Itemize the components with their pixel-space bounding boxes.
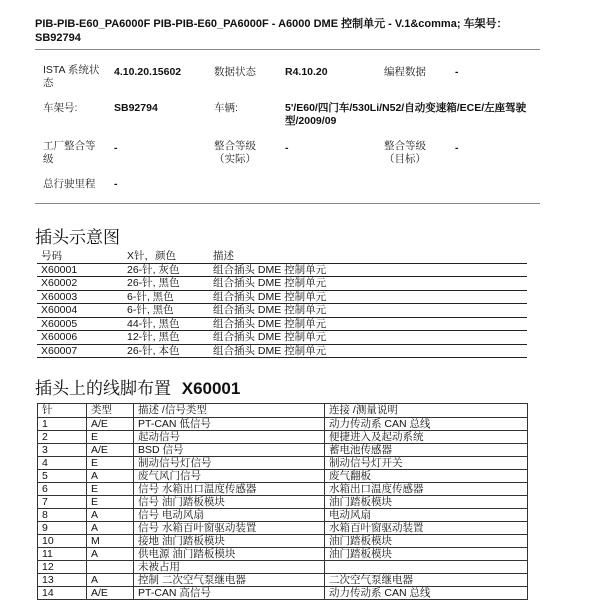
pin-row-cell: A/E <box>87 586 134 599</box>
pin-row <box>38 560 528 573</box>
pin-row-cell: 起动信号 <box>134 430 325 443</box>
actual-level-label: 整合等级（实际） <box>214 140 256 165</box>
pin-row-cell: 14 <box>38 586 87 599</box>
pin-row <box>38 482 528 495</box>
programming-data-label: 编程数据 <box>384 66 426 78</box>
connector-row-cell: 44-针, 黑色 <box>123 317 209 331</box>
pin-row <box>38 573 528 586</box>
pin-row-cell: 动力传动系 CAN 总线 <box>325 586 528 599</box>
pin-row-cell: 便捷进入及起动系统 <box>325 430 528 443</box>
col-type: 类型 <box>87 404 134 418</box>
connector-row-cell: 组合插头 DME 控制单元 <box>209 304 527 318</box>
pin-row <box>38 469 528 482</box>
pin-row <box>38 521 528 534</box>
pin-row-cell: E <box>87 430 134 443</box>
pin-row-cell: A/E <box>87 417 134 430</box>
connector-row-cell: X60002 <box>37 277 123 291</box>
pin-row-cell <box>325 560 528 573</box>
pin-row-cell: 12 <box>38 560 87 573</box>
pin-row-cell: 10 <box>38 534 87 547</box>
pin-row-cell: PT-CAN 低信号 <box>134 417 325 430</box>
pin-row <box>38 495 528 508</box>
connector-row-cell: 组合插头 DME 控制单元 <box>209 290 527 304</box>
vehicle-label: 车辆: <box>214 102 238 114</box>
connector-row-cell: 组合插头 DME 控制单元 <box>209 331 527 345</box>
connector-row <box>37 277 527 291</box>
pin-row-cell: 水箱百叶窗驱动装置 <box>325 521 528 534</box>
meta-divider <box>35 203 540 204</box>
pin-row-cell: 供电源 油门踏板模块 <box>134 547 325 560</box>
pin-row <box>38 534 528 547</box>
pin-row-cell: 接地 油门踏板模块 <box>134 534 325 547</box>
col-pin: 针 <box>38 404 87 418</box>
connector-row-cell: 12-针, 黑色 <box>123 331 209 345</box>
pin-row-cell: 信号 水箱出口温度传感器 <box>134 482 325 495</box>
connector-row-cell: 组合插头 DME 控制单元 <box>209 344 527 358</box>
pin-row-cell: 1 <box>38 417 87 430</box>
pin-row <box>38 430 528 443</box>
pin-row-cell: A <box>87 521 134 534</box>
pin-row-cell: 油门踏板模块 <box>325 534 528 547</box>
pin-row-cell: 废气翻板 <box>325 469 528 482</box>
pin-row <box>38 443 528 456</box>
title-divider <box>35 49 540 50</box>
pin-row-cell: 7 <box>38 495 87 508</box>
connector-row <box>37 344 527 358</box>
pin-row-cell: 信号 电动风扇 <box>134 508 325 521</box>
pin-header-row <box>38 404 528 418</box>
connector-row <box>37 317 527 331</box>
pin-row-cell: 废气风门信号 <box>134 469 325 482</box>
pin-row-cell: 13 <box>38 573 87 586</box>
pin-row-cell: A <box>87 573 134 586</box>
pin-row-cell: 信号 水箱百叶窗驱动装置 <box>134 521 325 534</box>
col-number: 号码 <box>37 250 123 263</box>
connector-row <box>37 304 527 318</box>
pin-row <box>38 417 528 430</box>
data-status-label: 数据状态 <box>214 66 256 78</box>
ista-label: ISTA 系统状态 <box>43 64 100 89</box>
pin-row-cell: 控制 二次空气泵继电器 <box>134 573 325 586</box>
pin-row <box>38 547 528 560</box>
pin-row-cell: 水箱出口温度传感器 <box>325 482 528 495</box>
connector-header-row <box>37 250 527 263</box>
col-signal: 描述 /信号类型 <box>134 404 325 418</box>
connector-row-cell: X60001 <box>37 263 123 277</box>
col-description: 描述 <box>209 250 527 263</box>
col-connection: 连接 /测量说明 <box>325 404 528 418</box>
pin-row-cell: 未被占用 <box>134 560 325 573</box>
connector-row <box>37 263 527 277</box>
programming-data-value: - <box>455 66 459 78</box>
vin-label: 车架号: <box>43 102 78 114</box>
pin-row-cell: 制动信号灯信号 <box>134 456 325 469</box>
pin-row-cell: A/E <box>87 443 134 456</box>
target-level-value: - <box>455 142 459 154</box>
connector-row-cell: 26-针, 黑色 <box>123 277 209 291</box>
pin-row-cell: 信号 油门踏板模块 <box>134 495 325 508</box>
pin-row-cell: PT-CAN 高信号 <box>134 586 325 599</box>
pin-row-cell: A <box>87 508 134 521</box>
pin-row-cell: E <box>87 495 134 508</box>
pin-heading-code: X60001 <box>181 379 241 398</box>
pin-row-cell: E <box>87 482 134 495</box>
connector-row-cell: 组合插头 DME 控制单元 <box>209 317 527 331</box>
connector-row-cell: X60003 <box>37 290 123 304</box>
actual-level-value: - <box>285 142 289 154</box>
connector-row-cell: X60007 <box>37 344 123 358</box>
pin-row-cell: 油门踏板模块 <box>325 547 528 560</box>
connector-row-cell: 组合插头 DME 控制单元 <box>209 263 527 277</box>
connector-row-cell: X60004 <box>37 304 123 318</box>
mileage-label: 总行驶里程 <box>43 178 96 190</box>
connector-row-cell: 组合插头 DME 控制单元 <box>209 277 527 291</box>
pin-heading-text: 插头上的线脚布置 <box>35 379 171 398</box>
connector-row-cell: 26-针, 灰色 <box>123 263 209 277</box>
document-title: PIB-PIB-E60_PA6000F PIB-PIB-E60_PA6000F - A6000 DME 控制单元 - V.1&comma; 车架号：SB92794 <box>35 18 508 44</box>
connector-row-cell: 26-针, 本色 <box>123 344 209 358</box>
vin-value: SB92794 <box>114 102 158 114</box>
pin-heading <box>35 374 240 399</box>
connector-row <box>37 290 527 304</box>
pin-row-cell <box>87 560 134 573</box>
connector-row-cell: X60006 <box>37 331 123 345</box>
pin-row-cell: BSD 信号 <box>134 443 325 456</box>
data-status-value: R4.10.20 <box>285 66 328 78</box>
pin-row-cell: 电动风扇 <box>325 508 528 521</box>
pin-row-cell: 4 <box>38 456 87 469</box>
pin-row-cell: 二次空气泵继电器 <box>325 573 528 586</box>
target-level-label: 整合等级（目标） <box>384 140 426 165</box>
factory-level-value: - <box>114 142 118 154</box>
ista-value: 4.10.20.15602 <box>114 66 182 78</box>
pin-row <box>38 508 528 521</box>
pin-row-cell: 2 <box>38 430 87 443</box>
connector-row-cell: 6-针, 黑色 <box>123 304 209 318</box>
connector-heading: 插头示意图 <box>35 228 120 247</box>
pin-row-cell: 8 <box>38 508 87 521</box>
pin-row <box>38 586 528 599</box>
vehicle-value: 5'/E60/四门车/530Li/N52/自动变速箱/ECE/左座驾驶型/2009/09 <box>285 102 527 127</box>
pin-row-cell: 5 <box>38 469 87 482</box>
pin-table <box>37 403 528 600</box>
pin-row-cell: 制动信号灯开关 <box>325 456 528 469</box>
pin-row-cell: M <box>87 534 134 547</box>
pin-row-cell: E <box>87 456 134 469</box>
pin-row-cell: A <box>87 547 134 560</box>
pin-row-cell: 3 <box>38 443 87 456</box>
pin-row-cell: 6 <box>38 482 87 495</box>
pin-row-cell: 11 <box>38 547 87 560</box>
pin-row-cell: 蓄电池传感器 <box>325 443 528 456</box>
connector-row-cell: X60005 <box>37 317 123 331</box>
pin-row-cell: 油门踏板模块 <box>325 495 528 508</box>
connector-row <box>37 331 527 345</box>
mileage-value: - <box>114 178 118 190</box>
pin-row-cell: A <box>87 469 134 482</box>
pin-row-cell: 动力传动系 CAN 总线 <box>325 417 528 430</box>
pin-row-cell: 9 <box>38 521 87 534</box>
factory-level-label: 工厂整合等级 <box>43 140 96 165</box>
pin-row <box>38 456 528 469</box>
col-pins-color: X针，颜色 <box>123 250 209 263</box>
connector-table <box>37 250 527 358</box>
connector-row-cell: 6-针, 黑色 <box>123 290 209 304</box>
